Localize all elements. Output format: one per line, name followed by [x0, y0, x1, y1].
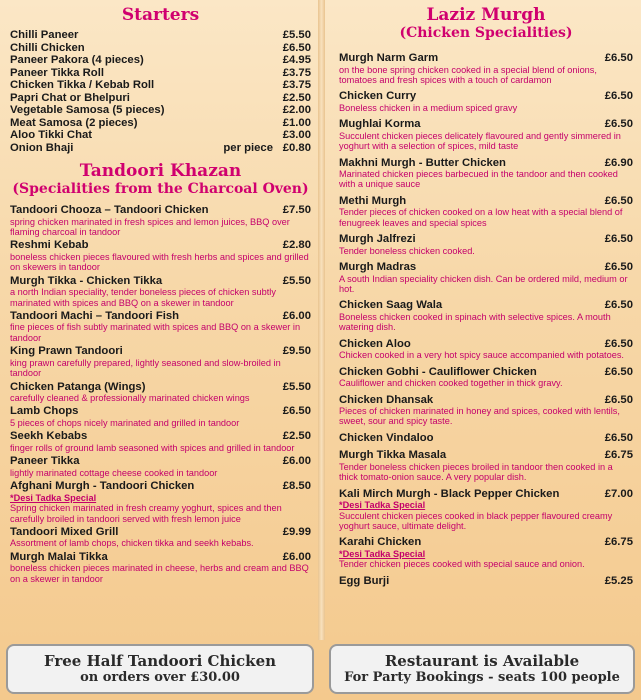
murgh-title: Laziz Murgh	[426, 5, 546, 25]
menu-item-row	[10, 310, 311, 323]
menu-item-price: £6.50	[604, 299, 633, 312]
menu-item	[10, 405, 311, 428]
menu-item	[10, 129, 311, 142]
menu-item-row	[10, 455, 311, 468]
menu-item-description: king prawn carefully prepared, lightly seasoned and slow-broiled in tandoor	[10, 357, 281, 379]
menu-item-name: Methi Murgh	[339, 194, 407, 207]
menu-item-price: £6.50	[604, 393, 633, 406]
menu-item-row	[339, 261, 633, 274]
menu-item-price: £5.50	[282, 274, 311, 287]
menu-item-name: Reshmi Kebab	[10, 239, 89, 252]
menu-item-description: boneless chicken pieces marinated in cheese, herbs and cream and BBQ on a skewer in tandoor	[10, 563, 309, 584]
menu-item	[10, 480, 311, 524]
right-column	[325, 0, 641, 592]
menu-item-row	[339, 118, 633, 131]
menu-item	[339, 536, 633, 569]
menu-item	[10, 204, 311, 237]
menu-item	[10, 67, 311, 80]
menu-item-price: £7.50	[282, 204, 311, 216]
menu-item-price: £6.50	[604, 52, 633, 64]
menu-item-name: Paneer Tikka Roll	[10, 66, 104, 79]
menu-item-price: £6.50	[604, 194, 633, 207]
menu-item-price: £6.00	[282, 550, 311, 563]
promo-free-chicken	[6, 644, 314, 694]
promo-left-line1: Free Half Tandoori Chicken	[43, 652, 277, 670]
menu-item-price: £6.90	[604, 156, 633, 169]
menu-item-row	[339, 488, 633, 501]
menu-item-description: A south Indian speciality chicken dish. Can be ordered mild, medium or hot.	[339, 273, 628, 294]
menu-item-row	[10, 551, 311, 564]
menu-item-price: £3.75	[282, 79, 311, 91]
left-column	[0, 0, 318, 586]
menu-item-price: £6.00	[282, 309, 311, 322]
menu-item-row	[10, 275, 311, 288]
menu-item-price: £8.50	[282, 480, 311, 493]
menu-item-description: Succulent chicken pieces cooked in black pepper flavoured creamy yoghurt sauce, ultimate delight.	[339, 510, 613, 531]
menu-item-price: £5.25	[604, 574, 633, 587]
menu-item-name: Chilli Paneer	[10, 29, 79, 41]
menu-item-name: Aloo Tikki Chat	[10, 129, 93, 141]
menu-item-name: Chicken Curry	[339, 90, 417, 103]
menu-item-row	[10, 345, 311, 358]
menu-item-name: Tandoori Chooza – Tandoori Chicken	[10, 204, 209, 216]
menu-item-name: Chicken Vindaloo	[339, 431, 434, 444]
menu-item-name: Murgh Madras	[339, 261, 417, 274]
menu-item-row	[339, 394, 633, 407]
menu-item-row	[339, 536, 633, 549]
menu-item-price: £6.50	[604, 118, 633, 131]
menu-item	[339, 195, 633, 228]
starters-list	[10, 29, 311, 154]
menu-item-row	[10, 204, 311, 217]
menu-item-price: £9.50	[282, 345, 311, 358]
murgh-list	[339, 52, 633, 587]
menu-item	[339, 118, 633, 151]
menu-item-price: £2.80	[282, 239, 311, 252]
menu-item-description: lightly marinated cottage cheese cooked in tandoor	[10, 467, 218, 478]
tandoori-list	[10, 204, 311, 584]
menu-item-row	[10, 239, 311, 252]
menu-item-row	[10, 67, 311, 80]
menu-item-description: boneless chicken pieces flavoured with fresh herbs and spices and grilled on skewers in tandoor	[10, 251, 309, 273]
menu-item-name: Chicken Saag Wala	[339, 299, 443, 312]
menu-item	[10, 526, 311, 549]
menu-item-name: Lamb Chops	[10, 405, 79, 418]
menu-item-name: Mughlai Korma	[339, 118, 421, 131]
menu-item-price: £6.75	[604, 449, 633, 462]
menu-item-row	[339, 575, 633, 588]
menu-item-description: Pieces of chicken marinated in honey and spices, cooked with lentils, sweet, sour and spicy taste.	[339, 406, 620, 427]
tandoori-title: Tandoori Khazan	[79, 161, 242, 181]
menu-item	[339, 575, 633, 588]
menu-item-name: Murgh Jalfrezi	[339, 233, 416, 246]
menu-item-name: Papri Chat or Bhelpuri	[10, 91, 130, 104]
menu-item-row	[10, 117, 311, 130]
menu-item-name: Chicken Dhansak	[339, 393, 434, 406]
menu-item	[339, 449, 633, 482]
menu-item	[10, 381, 311, 404]
menu-item-price: £6.50	[604, 365, 633, 378]
menu-item-special: *Desi Tadka Special	[10, 492, 97, 503]
menu-item	[339, 394, 633, 427]
menu-item-special: *Desi Tadka Special	[339, 548, 426, 559]
menu-item	[10, 239, 311, 272]
menu-item-description: Marinated chicken pieces barbecued in the tandoor and then cooked with a unique sauce	[339, 169, 618, 190]
menu-item-name: Chicken Patanga (Wings)	[10, 380, 146, 393]
menu-item-price: £5.50	[282, 29, 311, 41]
menu-item	[10, 79, 311, 92]
menu-item-price: £6.50	[604, 261, 633, 274]
menu-item-name: Murgh Tikka - Chicken Tikka	[10, 274, 163, 287]
menu-item	[10, 92, 311, 105]
menu-item	[10, 117, 311, 130]
menu-item	[339, 338, 633, 361]
menu-item-price: £6.50	[604, 337, 633, 350]
menu-item-row	[339, 432, 633, 445]
menu-item-description: Tender pieces of chicken cooked on a low heat with a special blend of fenugreek leaves and special spices	[339, 207, 623, 228]
menu-item-name: Chicken Tikka / Kebab Roll	[10, 79, 155, 91]
menu-item	[339, 261, 633, 294]
menu-item-name: Chicken Aloo	[339, 337, 411, 350]
menu-item	[10, 29, 311, 42]
menu-item-name: Karahi Chicken	[339, 536, 422, 549]
menu-item-name: Egg Burji	[339, 574, 390, 587]
menu-item	[10, 455, 311, 478]
menu-item-description: Tender chicken pieces cooked with special sauce and onion.	[339, 559, 585, 570]
menu-item-description: Tender boneless chicken pieces broiled in tandoor then cooked in a thick tomato-onion sauce. A very popular dish.	[339, 461, 613, 483]
menu-item	[339, 90, 633, 113]
menu-item-price: £1.00	[282, 116, 311, 129]
menu-item-price: £6.75	[604, 536, 633, 549]
menu-item	[10, 42, 311, 55]
menu-item	[339, 488, 633, 532]
menu-item-description: 5 pieces of chops nicely marinated and grilled in tandoor	[10, 417, 240, 428]
menu-item-description: Succulent chicken pieces delicately flavoured and gently simmered in yoghurt with a selection of spices, mild taste	[339, 130, 621, 152]
menu-item-description: Cauliflower and chicken cooked together in thick gravy.	[339, 378, 563, 389]
menu-item	[339, 233, 633, 256]
menu-item-name: Chicken Gobhi - Cauliflower Chicken	[339, 365, 537, 378]
menu-item	[10, 142, 311, 155]
menu-item-name: Afghani Murgh - Tandoori Chicken	[10, 480, 195, 493]
menu-item-row	[10, 129, 311, 142]
menu-item-description: Assortment of lamb chops, chicken tikka and seekh kebabs.	[10, 538, 254, 549]
menu-item-price: £6.50	[604, 431, 633, 444]
menu-item-description: Tender boneless chicken cooked.	[339, 245, 475, 256]
menu-item-price: £0.80	[282, 141, 311, 154]
menu-item	[339, 299, 633, 332]
menu-item-row	[339, 449, 633, 462]
menu-item-price: £2.50	[282, 430, 311, 443]
menu-item-price: £7.00	[604, 487, 633, 500]
menu-item-price: £6.50	[282, 41, 311, 54]
menu-item	[10, 551, 311, 584]
menu-item-description: Boneless chicken cooked in spinach with selective spices. A mouth watering dish.	[339, 311, 611, 333]
menu-item-name: Tandoori Mixed Grill	[10, 525, 119, 538]
menu-item-price: £5.50	[282, 380, 311, 393]
menu-item	[10, 54, 311, 67]
promo-right-line2: For Party Bookings - seats 100 people	[344, 670, 620, 685]
menu-item-name: Murgh Tikka Masala	[339, 449, 447, 462]
menu-item-row	[10, 480, 311, 493]
menu-item-description: carefully cleaned & professionally marinated chicken wings	[10, 393, 250, 404]
menu-item-description: finger rolls of ground lamb seasoned with spices and grilled in tandoor	[10, 442, 295, 453]
menu-item	[339, 157, 633, 190]
menu-item-row	[10, 430, 311, 443]
menu-item-row	[10, 79, 311, 92]
menu-item-description: on the bone spring chicken cooked in a special blend of onions, tomatoes and fresh spices with a touch of cardamon	[339, 64, 597, 85]
menu-item	[339, 432, 633, 445]
menu-item-name: Kali Mirch Murgh - Black Pepper Chicken	[339, 487, 560, 500]
menu-item-note: per piece	[223, 141, 273, 154]
menu-item-row	[339, 233, 633, 246]
menu-item-description: Spring chicken marinated in fresh creamy yoghurt, spices and then carefully broiled in tandoori served with fresh lemon juice	[10, 503, 282, 524]
promo-party-bookings	[329, 644, 635, 694]
menu-item-description: a north Indian speciality, tender boneless pieces of chicken subtly marinated with spices and BBQ on a skewer in tandoor	[10, 287, 276, 308]
menu-item-price: £3.00	[282, 129, 311, 141]
menu-item-row	[339, 299, 633, 312]
menu-item-price: £4.95	[282, 54, 311, 66]
menu-item-name: Vegetable Samosa (5 pieces)	[10, 104, 165, 116]
menu-item-price: £6.50	[604, 233, 633, 246]
tandoori-subtitle: (Specialities from the Charcoal Oven)	[12, 181, 309, 197]
menu-item	[339, 366, 633, 389]
murgh-subtitle: (Chicken Specialities)	[399, 25, 573, 41]
menu-item-row	[339, 338, 633, 351]
menu-item-name: Meat Samosa (2 pieces)	[10, 116, 138, 129]
menu-item-name: Paneer Tikka	[10, 455, 80, 468]
menu-item-name: King Prawn Tandoori	[10, 345, 123, 358]
menu-item-price: £6.50	[604, 90, 633, 103]
menu-item-row	[339, 195, 633, 208]
menu-item-description: fine pieces of fish subtly marinated with spices and BBQ on a skewer in tandoor	[10, 322, 301, 343]
menu-item	[339, 52, 633, 85]
menu-item-name: Tandoori Machi – Tandoori Fish	[10, 309, 180, 322]
menu-item	[10, 310, 311, 343]
menu-item-description: spring chicken marinated in fresh spices and lemon juices, BBQ over flaming charcoal in tandoor	[10, 216, 290, 237]
menu-item-name: Chilli Chicken	[10, 41, 85, 54]
menu-item-name: Paneer Pakora (4 pieces)	[10, 54, 144, 66]
menu-item-name: Murgh Malai Tikka	[10, 550, 108, 563]
menu-item-price: £9.99	[282, 525, 311, 538]
menu-item-row	[339, 157, 633, 170]
menu-item	[10, 345, 311, 378]
menu-item-name: Murgh Narm Garm	[339, 52, 439, 64]
menu-item-price: £2.00	[282, 104, 311, 116]
menu-item-row	[10, 92, 311, 105]
menu-item-row	[339, 52, 633, 65]
promo-left-line2: on orders over £30.00	[80, 670, 240, 685]
starters-title: Starters	[121, 5, 200, 25]
menu-item-row	[10, 42, 311, 55]
menu-item-price: £6.50	[282, 405, 311, 418]
menu-item-name: Makhni Murgh - Butter Chicken	[339, 156, 506, 169]
menu-item-row	[10, 104, 311, 117]
menu-item-row	[10, 54, 311, 67]
menu-item-row	[10, 381, 311, 394]
menu-item-description: Boneless chicken in a medium spiced gravy	[339, 102, 518, 113]
menu-item-row	[10, 29, 311, 42]
promo-right-line1: Restaurant is Available	[384, 652, 580, 670]
menu-item-price: £3.75	[282, 66, 311, 79]
menu-item	[10, 430, 311, 453]
menu-item-description: Chicken cooked in a very hot spicy sauce accompanied with potatoes.	[339, 350, 624, 361]
menu-item-row	[10, 405, 311, 418]
menu-item	[10, 104, 311, 117]
menu-item-row	[10, 526, 311, 539]
column-divider	[318, 0, 325, 640]
menu-item-price: £6.00	[282, 455, 311, 468]
menu-item-row	[339, 366, 633, 379]
menu-item-name: Onion Bhaji	[10, 141, 74, 154]
menu-item-special: *Desi Tadka Special	[339, 500, 426, 511]
menu-item-name: Seekh Kebabs	[10, 430, 88, 443]
menu-item-row	[10, 142, 311, 155]
menu-item	[10, 275, 311, 308]
menu-item-price: £2.50	[282, 91, 311, 104]
menu-item-row	[339, 90, 633, 103]
